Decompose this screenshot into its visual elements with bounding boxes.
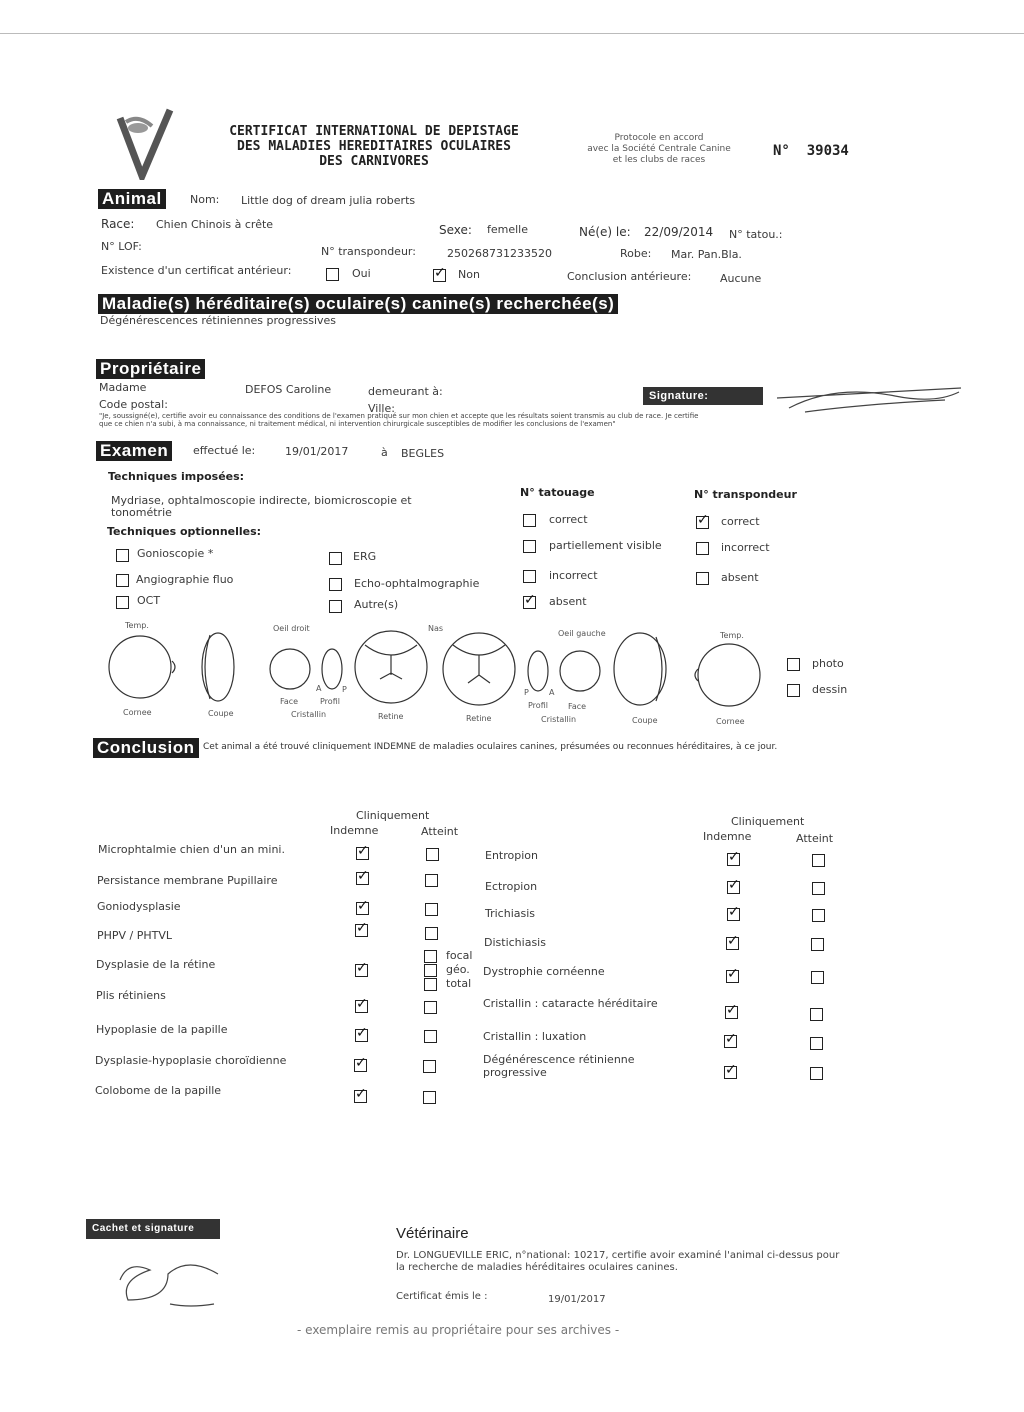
signature-label: Signature: (643, 387, 763, 405)
diag-profil-left: Profil (320, 697, 340, 706)
disease-right-indemne-checkbox[interactable] (727, 908, 740, 921)
tatouage-absent-checkbox[interactable] (523, 596, 536, 609)
disease-right-atteint-checkbox[interactable] (810, 1037, 823, 1050)
vet-title: Vétérinaire (396, 1225, 469, 1242)
a-label: à (381, 446, 388, 459)
tatouage-absent-label: absent (549, 595, 587, 608)
tatouage-incorrect-label: incorrect (549, 569, 598, 582)
disease-right: Dégénérescence rétinienne progressive (483, 1053, 635, 1079)
left-head-atteint: Atteint (421, 825, 459, 838)
disease-right-atteint-checkbox[interactable] (810, 1008, 823, 1021)
disease-right: Entropion (485, 849, 538, 862)
left-head-clin: Cliniquement (356, 809, 430, 822)
tatou-label: N° tatou.: (729, 228, 783, 241)
civilite: Madame (99, 381, 147, 394)
dysplasie-geo-label: géo. (446, 963, 470, 976)
disease-right-indemne-checkbox[interactable] (724, 1035, 737, 1048)
tatouage-label: N° tatouage (520, 486, 595, 499)
right-head-indemne: Indemne (703, 830, 752, 843)
oct-label: OCT (137, 594, 161, 607)
lof-label: N° LOF: (101, 240, 142, 253)
diag-oeil-gauche: Oeil gauche (558, 629, 606, 638)
diag-p1: P (342, 685, 347, 694)
erg-label: ERG (353, 550, 377, 563)
tatouage-correct-checkbox[interactable] (523, 514, 536, 527)
diag-retine-left: Retine (378, 712, 404, 721)
ne-value: 22/09/2014 (644, 225, 714, 239)
dysplasie-total-label: total (446, 977, 472, 990)
disease-left: Dysplasie-hypoplasie choroïdienne (95, 1054, 287, 1067)
lens-face-left-diagram (560, 651, 600, 691)
transpondeur-incorrect-checkbox[interactable] (696, 542, 709, 555)
oui-checkbox[interactable] (326, 268, 339, 281)
dysplasie-total-checkbox[interactable] (424, 978, 437, 991)
diag-p2: P (524, 688, 529, 697)
section-proprietaire: Propriétaire (96, 359, 205, 379)
vet-text: Dr. LONGUEVILLE ERIC, n°national: 10217, certifie avoir examiné l'animal ci-dessus pour la recherche de maladies héréditaires oculaires canines. (396, 1250, 840, 1273)
diag-a1: A (316, 684, 322, 693)
owner-declaration: "Je, soussigné(e), certifie avoir eu connaissance des conditions de l'examen pratiqué sur mon chien et accepte que les résultats soient transmis au club de race. Je certifie que ce chien n'a subi, à ma connaissance, ni traitement médical, ni intervention chirurgicale susceptibles de modifier les conclusions de l'examen" (99, 412, 699, 428)
sexe-value: femelle (487, 223, 529, 236)
top-rule (0, 33, 1024, 34)
disease-left-atteint-checkbox[interactable] (426, 848, 439, 861)
exam-date: 19/01/2017 (285, 445, 349, 458)
disease-right-indemne-checkbox[interactable] (725, 1006, 738, 1019)
dysplasie-focal-label: focal (446, 949, 473, 962)
sexe-label: Sexe: (439, 223, 472, 237)
code-postal-label: Code postal: (99, 398, 168, 411)
transpondeur-absent-checkbox[interactable] (696, 572, 709, 585)
disease-left: Plis rétiniens (96, 989, 166, 1002)
diag-temp-right: Temp. (720, 631, 744, 640)
diag-a2: A (549, 688, 555, 697)
echo-checkbox[interactable] (329, 578, 342, 591)
disease-right: Ectropion (485, 880, 538, 893)
protocol-note: Protocole en accord avec la Société Centrale Canine et les clubs de races (587, 133, 731, 165)
transpondeur-value: 250268731233520 (447, 247, 552, 260)
tatouage-incorrect-checkbox[interactable] (523, 570, 536, 583)
erg-checkbox[interactable] (329, 552, 342, 565)
transpondeur-section-label: N° transpondeur (694, 488, 797, 501)
exam-lieu: BEGLES (401, 447, 445, 460)
tatouage-correct-label: correct (549, 513, 588, 526)
certificate-number: N° 39034 (773, 143, 849, 159)
nom-label: Nom: (190, 193, 220, 206)
transpondeur-correct-label: correct (721, 515, 760, 528)
demeurant-label: demeurant à: (368, 385, 443, 398)
certificate-title: CERTIFICAT INTERNATIONAL DE DEPISTAGE DES MALADIES HEREDITAIRES OCULAIRES DES CARNIVORES (229, 124, 519, 169)
conclusion-text: Cet animal a été trouvé cliniquement INDEMNE de maladies oculaires canines, présumées ou reconnues héréditaires, à ce jour. (203, 742, 778, 752)
disease-left-atteint-checkbox[interactable] (424, 1030, 437, 1043)
disease-left-indemne-checkbox[interactable] (354, 1090, 367, 1103)
disease-right-atteint-checkbox[interactable] (811, 971, 824, 984)
disease-left-atteint-checkbox[interactable] (425, 874, 438, 887)
oct-checkbox[interactable] (116, 596, 129, 609)
effectue-label: effectué le: (193, 444, 256, 457)
dessin-checkbox[interactable] (787, 684, 800, 697)
section-right-eye-diagram (202, 633, 234, 701)
disease-right: Dystrophie cornéenne (483, 965, 605, 978)
diag-face-right: Face (568, 702, 587, 711)
logo-icon (112, 106, 174, 180)
exemplaire-note: - exemplaire remis au propriétaire pour ses archives - (297, 1323, 620, 1337)
diag-coupe-right: Coupe (632, 716, 658, 725)
cornea-left-eye-diagram (698, 644, 760, 706)
tatouage-partiel-checkbox[interactable] (523, 540, 536, 553)
disease-left: Persistance membrane Pupillaire (97, 874, 278, 887)
diag-face-left: Face (280, 697, 299, 706)
disease-left-indemne-checkbox[interactable] (356, 902, 369, 915)
nom-value: Little dog of dream julia roberts (241, 194, 416, 207)
disease-right-atteint-checkbox[interactable] (812, 882, 825, 895)
non-label: Non (458, 268, 480, 281)
disease-right-atteint-checkbox[interactable] (810, 1067, 823, 1080)
disease-left-indemne-checkbox[interactable] (355, 924, 368, 937)
disease-left-atteint-checkbox[interactable] (425, 903, 438, 916)
transpondeur-label: N° transpondeur: (321, 245, 416, 258)
disease-left: Hypoplasie de la papille (96, 1023, 228, 1036)
disease-right-atteint-checkbox[interactable] (812, 909, 825, 922)
lens-face-right-diagram (270, 649, 310, 689)
emis-date: 19/01/2017 (548, 1294, 606, 1305)
section-maladie: Maladie(s) héréditaire(s) oculaire(s) canine(s) recherchée(s) (98, 294, 618, 314)
proprietaire-nom: DEFOS Caroline (245, 383, 332, 396)
cachet-label: Cachet et signature (86, 1219, 220, 1239)
section-animal: Animal (98, 189, 166, 209)
race-label: Race: (101, 217, 135, 231)
disease-right-indemne-checkbox[interactable] (724, 1066, 737, 1079)
techniques-optionnelles-label: Techniques optionnelles: (107, 525, 262, 538)
disease-left-atteint-checkbox[interactable] (425, 927, 438, 940)
echo-label: Echo-ophtalmographie (354, 577, 480, 590)
disease-left: Microphtalmie chien d'un an mini. (98, 843, 285, 856)
transpondeur-incorrect-label: incorrect (721, 541, 770, 554)
disease-left-indemne-checkbox[interactable] (355, 1029, 368, 1042)
disease-left-indemne-checkbox[interactable] (355, 964, 368, 977)
disease-left-indemne-checkbox[interactable] (355, 1000, 368, 1013)
diag-temp-left: Temp. (125, 621, 149, 630)
gonioscopie-checkbox[interactable] (116, 549, 129, 562)
disease-left: Dysplasie de la rétine (96, 958, 216, 971)
emis-label: Certificat émis le : (396, 1291, 488, 1302)
dysplasie-geo-checkbox[interactable] (424, 964, 437, 977)
angiographie-checkbox[interactable] (116, 574, 129, 587)
disease-left-atteint-checkbox[interactable] (423, 1091, 436, 1104)
photo-label: photo (812, 657, 844, 670)
vet-signature-icon (110, 1250, 222, 1314)
race-value: Chien Chinois à crête (156, 218, 274, 231)
transpondeur-absent-label: absent (721, 571, 759, 584)
disease-right: Cristallin : luxation (483, 1030, 587, 1043)
transpondeur-correct-checkbox[interactable] (696, 516, 709, 529)
oui-label: Oui (352, 267, 371, 280)
disease-left-indemne-checkbox[interactable] (356, 872, 369, 885)
disease-left: PHPV / PHTVL (97, 929, 173, 942)
diag-coupe-left: Coupe (208, 709, 234, 718)
disease-right: Cristallin : cataracte héréditaire (483, 997, 658, 1010)
disease-left-indemne-checkbox[interactable] (354, 1059, 367, 1072)
cornea-right-eye-diagram (109, 636, 171, 698)
diag-oeil-droit: Oeil droit (273, 624, 310, 633)
diag-cornee-right: Cornee (716, 717, 745, 726)
disease-right-atteint-checkbox[interactable] (811, 938, 824, 951)
disease-left-indemne-checkbox[interactable] (356, 847, 369, 860)
lens-profile-left-diagram (528, 651, 548, 691)
diag-cristallin-right: Cristallin (541, 715, 577, 724)
conclusion-anterieure-label: Conclusion antérieure: (567, 270, 692, 283)
disease-right-indemne-checkbox[interactable] (727, 853, 740, 866)
diag-profil-right: Profil (528, 701, 548, 710)
robe-value: Mar. Pan.Bla. (671, 248, 742, 261)
ne-label: Né(e) le: (579, 225, 631, 239)
robe-label: Robe: (620, 247, 652, 260)
autre-label: Autre(s) (354, 598, 399, 611)
disease-right-indemne-checkbox[interactable] (726, 937, 739, 950)
diag-retine-right: Retine (466, 714, 492, 723)
non-checkbox[interactable] (433, 269, 446, 282)
dessin-label: dessin (812, 683, 848, 696)
maladie-value: Dégénérescences rétiniennes progressives (100, 314, 337, 327)
section-conclusion: Conclusion (93, 738, 199, 758)
left-head-indemne: Indemne (330, 824, 379, 837)
diag-cornee-left: Cornee (123, 708, 152, 717)
disease-right-indemne-checkbox[interactable] (727, 881, 740, 894)
disease-left-atteint-checkbox[interactable] (424, 1001, 437, 1014)
dysplasie-focal-checkbox[interactable] (424, 950, 437, 963)
gonioscopie-label: Gonioscopie * (137, 547, 214, 560)
section-examen: Examen (96, 441, 172, 461)
techniques-imposees-label: Techniques imposées: (108, 470, 245, 483)
photo-checkbox[interactable] (787, 658, 800, 671)
angiographie-label: Angiographie fluo (136, 573, 234, 586)
existence-label: Existence d'un certificat antérieur: (101, 264, 292, 277)
ville-label: Ville: (368, 402, 395, 415)
diag-cristallin-left: Cristallin (291, 710, 327, 719)
lens-profile-right-diagram (322, 649, 342, 689)
right-head-atteint: Atteint (796, 832, 834, 845)
techniques-imposees-value: Mydriase, ophtalmoscopie indirecte, biomicroscopie et tonométrie (111, 494, 412, 519)
disease-left: Goniodysplasie (97, 900, 181, 913)
diag-nas: Nas (428, 624, 444, 633)
disease-left-atteint-checkbox[interactable] (423, 1060, 436, 1073)
conclusion-anterieure-value: Aucune (720, 272, 762, 285)
tatouage-partiel-label: partiellement visible (549, 539, 662, 552)
disease-right: Distichiasis (484, 936, 546, 949)
disease-right: Trichiasis (485, 907, 536, 920)
disease-left: Colobome de la papille (95, 1084, 222, 1097)
owner-signature-icon (775, 378, 965, 416)
disease-right-atteint-checkbox[interactable] (812, 854, 825, 867)
eye-diagrams (100, 625, 780, 730)
right-head-clin: Cliniquement (731, 815, 805, 828)
autre-checkbox[interactable] (329, 600, 342, 613)
disease-right-indemne-checkbox[interactable] (726, 970, 739, 983)
